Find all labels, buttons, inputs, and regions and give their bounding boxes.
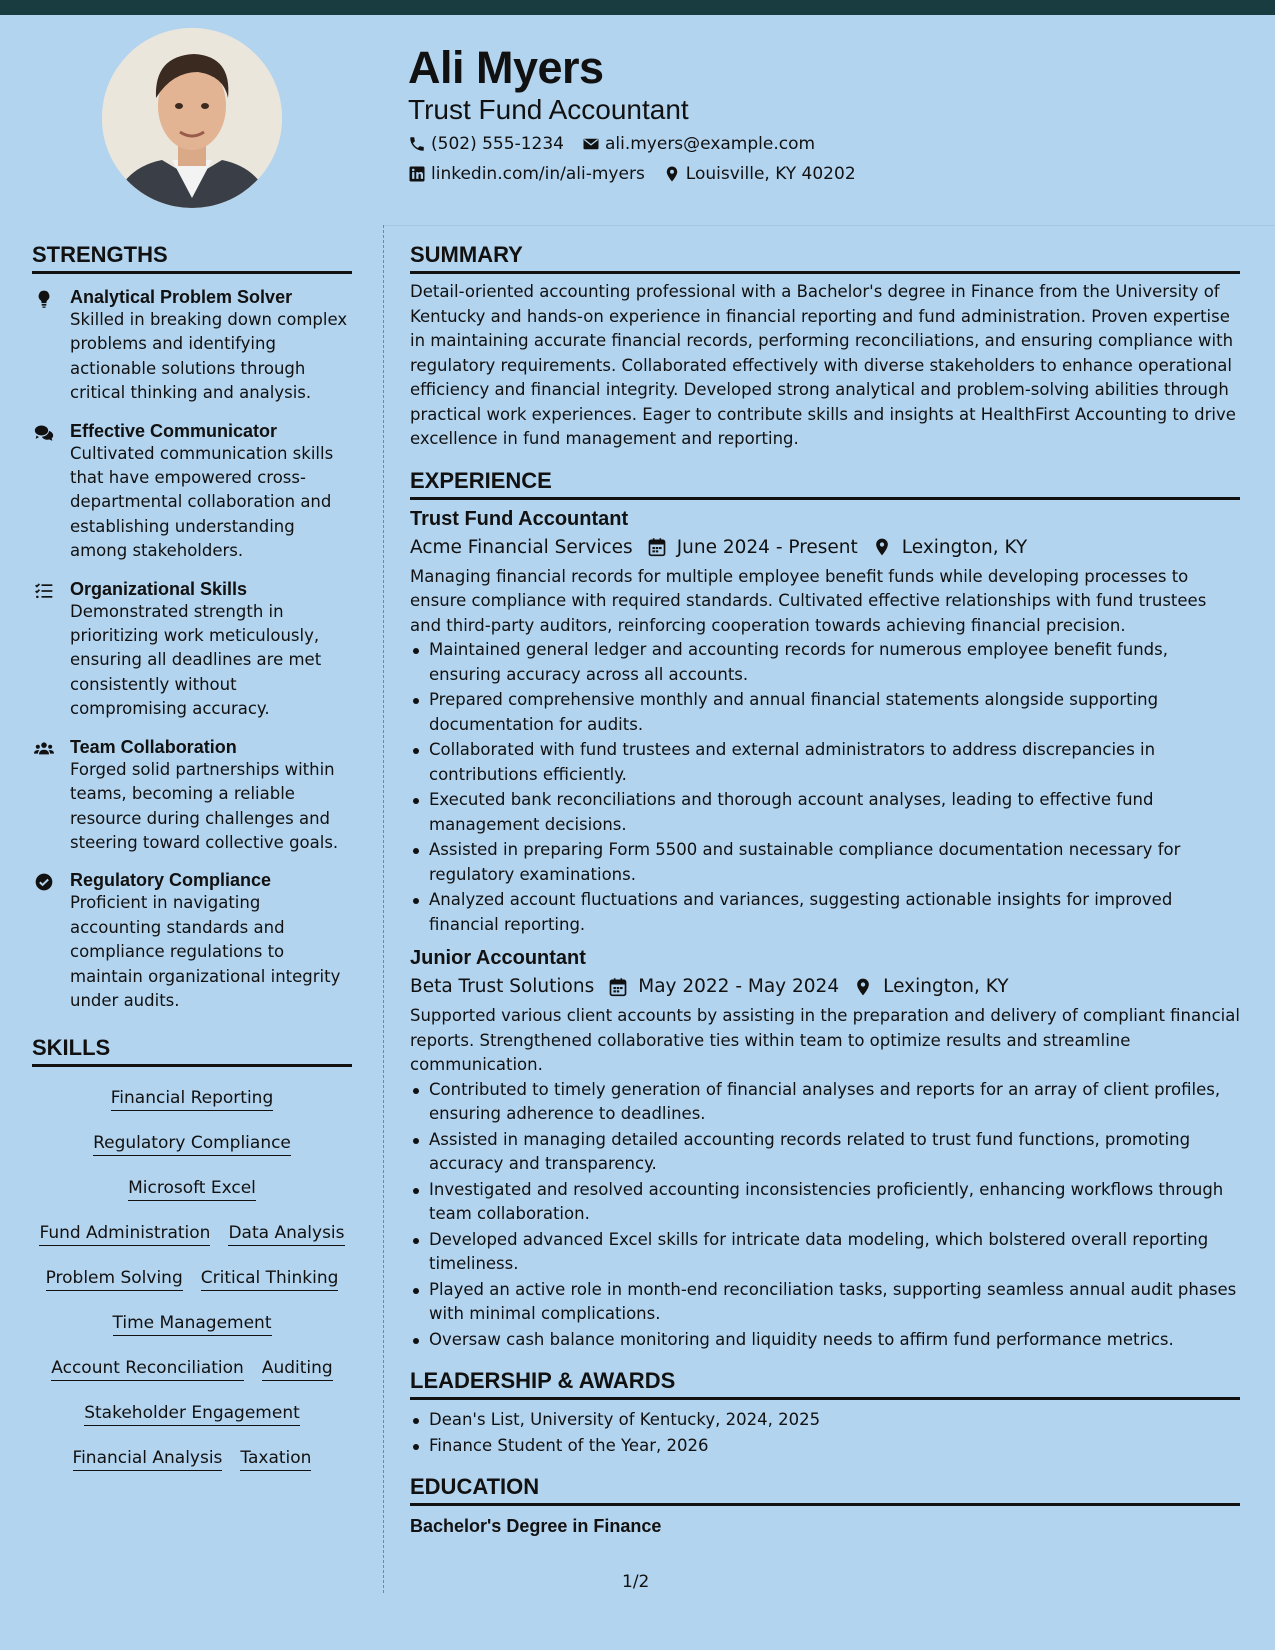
job-bullets — [410, 638, 1240, 937]
strength-item — [32, 420, 352, 564]
job-company: Acme Financial Services — [410, 536, 633, 558]
job-summary: Managing financial records for multiple employee benefit funds while developing processes to ensure compliance with required standards. Cultivated effective relationships with fund trustees and third-party auditors, reinforcing cooperation towards achieving financial precision. — [410, 566, 1207, 635]
job-bullet: Oversaw cash balance monitoring and liquidity needs to affirm fund performance metrics. — [410, 1328, 1240, 1353]
skill-tag: Critical Thinking — [201, 1268, 339, 1291]
job-role: Trust Fund Accountant — [410, 507, 629, 530]
experience-heading: EXPERIENCE — [410, 468, 1240, 500]
summary-heading: SUMMARY — [410, 242, 1240, 274]
job-role: Junior Accountant — [410, 947, 586, 969]
strength-desc: Skilled in breaking down complex problems and identifying actionable solutions through critical thinking and analysis. — [70, 310, 348, 403]
profile-photo — [102, 28, 282, 208]
skill-tag: Taxation — [240, 1448, 311, 1471]
job-bullet: Developed advanced Excel skills for intricate data modeling, which bolstered overall reporting timeliness. — [410, 1228, 1240, 1277]
skills-list — [32, 1077, 352, 1482]
check-circle-icon — [34, 872, 54, 892]
skill-tag: Financial Analysis — [73, 1448, 223, 1471]
strength-title: Team Collaboration — [70, 736, 237, 757]
users-icon — [34, 739, 54, 759]
job-location: Lexington, KY — [883, 976, 1009, 997]
phone-contact — [408, 134, 564, 154]
skill-tag: Data Analysis — [228, 1223, 344, 1246]
job-bullet: Analyzed account fluctuations and variances, suggesting actionable insights for improved financial reporting. — [410, 888, 1240, 937]
skill-tag: Regulatory Compliance — [93, 1133, 291, 1156]
candidate-name: Ali Myers — [408, 42, 604, 93]
job-dates: May 2022 - May 2024 — [638, 976, 840, 997]
skill-tag: Microsoft Excel — [128, 1178, 256, 1201]
comments-icon — [34, 423, 54, 443]
phone-text: (502) 555-1234 — [431, 134, 564, 154]
left-column — [32, 242, 352, 1482]
skills-heading: SKILLS — [32, 1035, 352, 1067]
skill-tag: Problem Solving — [46, 1268, 183, 1291]
strengths-heading: STRENGTHS — [32, 242, 352, 274]
calendar-icon — [647, 537, 667, 557]
linkedin-contact[interactable] — [408, 164, 645, 184]
top-bar — [0, 0, 1275, 15]
awards-heading: LEADERSHIP & AWARDS — [410, 1368, 1240, 1400]
contact-row-2 — [408, 164, 856, 184]
education-degree: Bachelor's Degree in Finance — [410, 1516, 662, 1536]
job-bullet: Maintained general ledger and accounting records for numerous employee benefit funds, ensuring accuracy across all accounts. — [410, 638, 1240, 687]
job-bullet: Played an active role in month-end reconciliation tasks, supporting seamless annual audit phases with minimal complications. — [410, 1278, 1240, 1327]
strength-item — [32, 736, 352, 856]
education-heading: EDUCATION — [410, 1474, 1240, 1506]
job-entry — [410, 508, 1240, 938]
linkedin-text[interactable]: linkedin.com/in/ali-myers — [431, 164, 645, 184]
strength-desc: Cultivated communication skills that have empowered cross-departmental collaboration and establishing understanding among stakeholders. — [70, 443, 334, 561]
lightbulb-icon — [34, 289, 54, 309]
strength-desc: Forged solid partnerships within teams, becoming a reliable resource during challenges and steering toward collective goals. — [70, 759, 339, 852]
job-dates: June 2024 - Present — [676, 536, 858, 558]
strengths-list — [32, 286, 352, 1013]
strength-title: Analytical Problem Solver — [70, 287, 293, 307]
strength-title: Effective Communicator — [70, 420, 278, 441]
job-bullets — [410, 1078, 1240, 1353]
skill-tag: Fund Administration — [39, 1223, 210, 1246]
linkedin-icon — [408, 165, 426, 183]
awards-list — [410, 1408, 1240, 1458]
summary-text: Detail-oriented accounting professional with a Bachelor's degree in Finance from the University of Kentucky and hands-on experience in financial reporting and fund administration. Proven expertise in maintaining accurate financial records, performing reconciliations, and ensuring compliance with regulatory requirements. Collaborated effectively with diverse stakeholders to enhance operational efficiency and financial integrity. Developed strong analytical and problem-solving abilities through practical work experiences. Eager to contribute skills and insights at HealthFirst Accounting to drive excellence in fund management and reporting. — [410, 282, 1236, 448]
strength-desc: Demonstrated strength in prioritizing work meticulously, ensuring all deadlines are met consistently without compromising accuracy. — [70, 601, 322, 719]
strength-item — [32, 286, 352, 406]
calendar-icon — [608, 977, 628, 997]
page-number: 1/2 — [622, 1572, 650, 1592]
strength-title: Organizational Skills — [70, 578, 248, 599]
strength-desc: Proficient in navigating accounting standards and compliance regulations to maintain organizational integrity under audits. — [70, 893, 341, 1010]
email-text[interactable]: ali.myers@example.com — [604, 134, 816, 154]
location-contact — [663, 164, 856, 184]
job-company: Beta Trust Solutions — [410, 976, 595, 997]
award-item: Finance Student of the Year, 2026 — [410, 1434, 1240, 1459]
award-item: Dean's List, University of Kentucky, 2024, 2025 — [410, 1408, 1240, 1433]
strength-title: Regulatory Compliance — [70, 870, 272, 891]
job-entry — [410, 947, 1240, 1352]
right-column — [410, 242, 1240, 1537]
job-bullet: Assisted in managing detailed accounting records related to trust fund functions, promoting accuracy and transparency. — [410, 1128, 1240, 1177]
skill-tag: Account Reconciliation — [51, 1358, 244, 1381]
strength-item — [32, 869, 352, 1013]
phone-icon — [408, 135, 426, 153]
header-divider — [384, 225, 1275, 226]
job-meta — [410, 976, 1240, 997]
contact-row-1 — [408, 134, 815, 154]
location-text: Louisville, KY 40202 — [685, 164, 856, 184]
map-pin-icon — [853, 977, 873, 997]
skill-tag: Time Management — [113, 1313, 272, 1336]
skill-tag: Stakeholder Engagement — [84, 1403, 300, 1426]
skill-tag: Financial Reporting — [111, 1088, 274, 1111]
email-contact[interactable] — [582, 134, 815, 154]
map-pin-icon — [872, 537, 892, 557]
map-pin-icon — [663, 165, 681, 183]
skill-tag: Auditing — [262, 1358, 333, 1381]
job-bullet: Executed bank reconciliations and thorough account analyses, leading to effective fund management decisions. — [410, 788, 1240, 837]
strength-item — [32, 578, 352, 722]
job-bullet: Contributed to timely generation of financial analyses and reports for an array of client profiles, ensuring adherence to deadlines. — [410, 1078, 1240, 1127]
job-summary: Supported various client accounts by assisting in the preparation and delivery of compliant financial reports. Strengthened collaborative ties within team to optimize results and streamline communication. — [410, 1006, 1240, 1074]
job-bullet: Collaborated with fund trustees and external administrators to address discrepancies in contributions efficiently. — [410, 738, 1240, 787]
job-bullet: Investigated and resolved accounting inconsistencies proficiently, enhancing workflows through team collaboration. — [410, 1178, 1240, 1227]
column-divider — [383, 225, 384, 1593]
job-bullet: Prepared comprehensive monthly and annual financial statements alongside supporting documentation for audits. — [410, 688, 1240, 737]
candidate-title: Trust Fund Accountant — [408, 94, 689, 125]
envelope-icon — [582, 135, 600, 153]
job-bullet: Assisted in preparing Form 5500 and sustainable compliance documentation necessary for regulatory examinations. — [410, 838, 1240, 887]
job-meta — [410, 537, 1240, 558]
job-location: Lexington, KY — [901, 536, 1028, 558]
list-check-icon — [34, 581, 54, 601]
